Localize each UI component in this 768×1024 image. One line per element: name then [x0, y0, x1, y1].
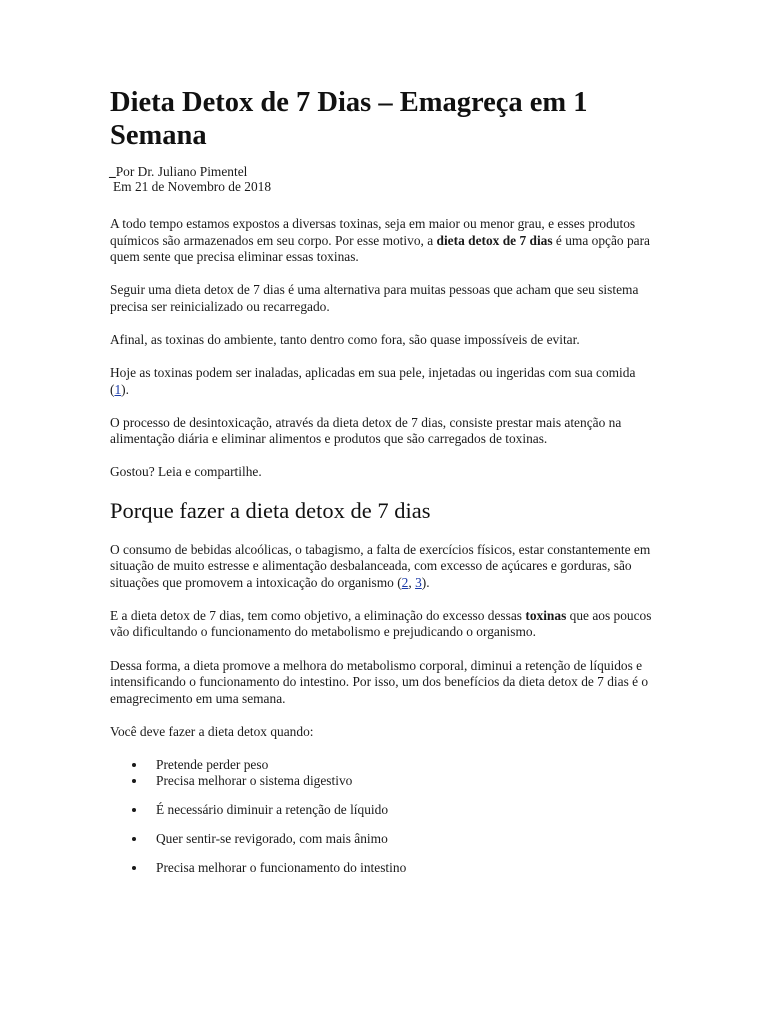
author-line	[109, 164, 655, 179]
author-mark: _	[109, 164, 116, 179]
benefits-list	[110, 757, 655, 876]
intro-paragraph-2: Seguir uma dieta detox de 7 dias é uma alternativa para muitas pessoas que acham que seu sistema precisa ser reinicializado ou recarregado.	[110, 282, 639, 314]
list-item	[110, 773, 655, 789]
section-p2-text: E a dieta detox de 7 dias, tem como objetivo, a eliminação do excesso dessas	[110, 607, 526, 623]
reference-link-2[interactable]: 2	[401, 574, 409, 590]
article-title: Dieta Detox de 7 Dias – Emagreça em 1 Semana	[110, 87, 588, 151]
reference-separator: ,	[408, 574, 416, 590]
byline-block	[110, 164, 655, 194]
section-paragraph-4: Você deve fazer a dieta detox quando:	[110, 723, 314, 739]
list-item	[110, 831, 655, 847]
bullet-icon	[132, 808, 136, 812]
intro-paragraph-3: Afinal, as toxinas do ambiente, tanto dentro como fora, são quase impossíveis de evitar.	[110, 331, 580, 347]
intro-paragraph-6: Gostou? Leia e compartilhe.	[110, 464, 262, 480]
section-p2-text-end: que aos poucos vão dificultando o funcionamento do metabolismo e prejudicando o organismo.	[110, 607, 652, 640]
bullet-icon	[132, 837, 136, 841]
section-paragraph-2	[110, 608, 655, 641]
list-item-text: É necessário diminuir a retenção de líquido	[156, 801, 389, 817]
intro-p4-text: Hoje as toxinas podem ser inaladas, aplicadas em sua pele, injetadas ou ingeridas com sua comida (	[110, 365, 636, 397]
bullet-icon	[132, 779, 136, 783]
intro-p1-text-end: é uma opção para quem sente que precisa eliminar essas toxinas.	[110, 232, 650, 265]
section-paragraph-1	[110, 542, 655, 592]
list-item-text: Precisa melhorar o funcionamento do intestino	[156, 859, 407, 875]
author-name: Por Dr. Juliano Pimentel	[115, 164, 248, 179]
list-item	[110, 802, 655, 818]
section-paragraph-3: Dessa forma, a dieta promove a melhora do metabolismo corporal, diminui a retenção de líquidos e intensificando o funcionamento do intestino. Por isso, um dos benefícios da dieta detox de 7 dias é o emagrecimento em uma semana.	[110, 657, 649, 706]
publish-date: Em 21 de Novembro de 2018	[113, 179, 272, 194]
bullet-icon	[132, 866, 136, 870]
article	[110, 86, 655, 876]
section-p2-bold: toxinas	[525, 607, 567, 623]
intro-paragraph-4	[110, 365, 655, 398]
list-item	[110, 860, 655, 876]
intro-paragraph-1	[110, 216, 655, 266]
bullet-icon	[132, 763, 136, 767]
intro-paragraph-5: O processo de desintoxicação, através da dieta detox de 7 dias, consiste prestar mais atenção na alimentação diária e eliminar alimentos e produtos que são carregados de toxinas.	[110, 414, 622, 447]
section-p1-text: O consumo de bebidas alcoólicas, o tabagismo, a falta de exercícios físicos, estar constantemente em situação de muito estresse e alimentação desbalanceada, com excesso de açúcares e gorduras, são situações que promovem a intoxicação do organismo (	[110, 541, 651, 590]
intro-p4-text-end: ).	[121, 381, 129, 397]
intro-p1-text: A todo tempo estamos expostos a diversas toxinas, seja em maior ou menor grau, e esses produtos químicos são armazenados em seu corpo. Por esse motivo, a	[110, 216, 636, 248]
reference-link-3[interactable]: 3	[415, 574, 422, 590]
list-item-text: Pretende perder peso	[156, 756, 269, 772]
list-item	[110, 757, 655, 773]
list-item-text: Quer sentir-se revigorado, com mais ânimo	[156, 830, 388, 846]
intro-p1-bold: dieta detox de 7 dias	[436, 232, 553, 248]
section-heading: Porque fazer a dieta detox de 7 dias	[110, 497, 431, 523]
list-item-text: Precisa melhorar o sistema digestivo	[156, 772, 353, 788]
reference-link-1[interactable]: 1	[114, 381, 122, 397]
section-p1-text-end: ).	[421, 574, 430, 590]
